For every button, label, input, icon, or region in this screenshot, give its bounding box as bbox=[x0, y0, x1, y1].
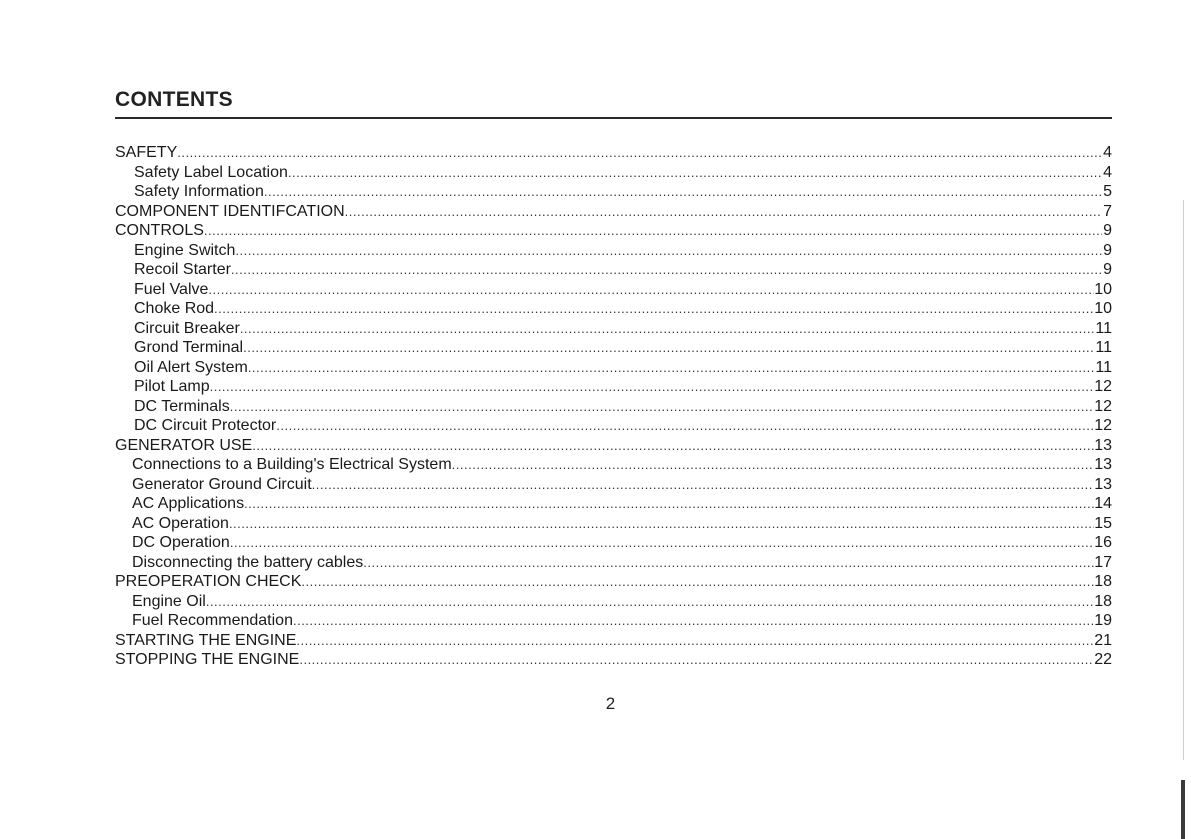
toc-entry[interactable] bbox=[115, 163, 1112, 183]
toc-entry-title: Oil Alert System bbox=[134, 358, 248, 376]
toc-entry[interactable] bbox=[115, 260, 1112, 280]
toc-entry-page: 13 bbox=[1094, 436, 1112, 454]
toc-entry-title: AC Applications bbox=[132, 495, 245, 512]
toc-entry-title: STOPPING THE ENGINE bbox=[115, 651, 300, 668]
toc-entry-title: Fuel Valve bbox=[134, 280, 209, 298]
toc-entry-page: 12 bbox=[1094, 397, 1112, 415]
dot-leader bbox=[214, 299, 1094, 319]
dot-leader bbox=[299, 650, 1094, 670]
toc-entry-page: 13 bbox=[1094, 456, 1112, 473]
toc-entry-page: 22 bbox=[1094, 651, 1112, 668]
toc-entry[interactable] bbox=[115, 397, 1112, 417]
toc-entry[interactable] bbox=[115, 650, 1112, 670]
toc-entry-title: Connections to a Building's Electrical System bbox=[132, 456, 452, 473]
toc-entry-page: 4 bbox=[1103, 163, 1112, 181]
toc-entry-title: GENERATOR USE bbox=[115, 436, 253, 454]
toc-entry[interactable] bbox=[115, 494, 1112, 514]
toc-entry-page: 21 bbox=[1094, 631, 1112, 649]
toc-entry-title: CONTROLS bbox=[115, 222, 204, 239]
toc-entry-page: 9 bbox=[1103, 241, 1112, 259]
dot-leader bbox=[345, 202, 1102, 222]
toc-entry[interactable] bbox=[115, 182, 1112, 202]
toc-entry-title: Fuel Recommendation bbox=[132, 612, 293, 629]
scan-edge-line bbox=[1183, 200, 1184, 760]
toc-entry-page: 19 bbox=[1094, 612, 1112, 629]
dot-leader bbox=[288, 163, 1102, 183]
dot-leader bbox=[276, 416, 1094, 436]
toc-entry-page: 12 bbox=[1094, 417, 1112, 434]
dot-leader bbox=[204, 221, 1102, 241]
dot-leader bbox=[301, 572, 1094, 592]
toc-entry-title: STARTING THE ENGINE bbox=[115, 631, 297, 649]
page-number: 2 bbox=[605, 694, 616, 713]
dot-leader bbox=[252, 436, 1094, 456]
dot-leader bbox=[230, 397, 1094, 417]
toc-entry[interactable] bbox=[115, 143, 1112, 163]
toc-entry-title: AC Operation bbox=[132, 514, 229, 532]
toc-entry-page: 10 bbox=[1094, 300, 1112, 317]
dot-leader bbox=[243, 338, 1095, 358]
toc-entry-page: 7 bbox=[1103, 202, 1112, 220]
toc-entry-page: 9 bbox=[1103, 261, 1112, 278]
toc-entry-page: 10 bbox=[1094, 280, 1112, 298]
toc-entry[interactable] bbox=[115, 611, 1112, 631]
toc-entry-title: SAFETY bbox=[115, 144, 178, 161]
toc-entry-title: COMPONENT IDENTIFCATION bbox=[115, 202, 345, 220]
toc-entry-page: 18 bbox=[1094, 592, 1112, 610]
dot-leader bbox=[235, 241, 1102, 261]
toc-entry[interactable] bbox=[115, 202, 1112, 222]
toc-entry-page: 16 bbox=[1094, 534, 1112, 551]
toc-entry-page: 4 bbox=[1103, 144, 1112, 161]
toc-entry[interactable] bbox=[115, 455, 1112, 475]
toc-entry[interactable] bbox=[115, 358, 1112, 378]
toc-entry-title: Disconnecting the battery cables bbox=[132, 553, 364, 571]
dot-leader bbox=[206, 592, 1094, 612]
toc-entry-page: 11 bbox=[1095, 319, 1112, 337]
toc-entry-title: Safety Information bbox=[134, 183, 264, 200]
toc-entry[interactable] bbox=[115, 221, 1112, 241]
dot-leader bbox=[363, 553, 1094, 573]
toc-entry[interactable] bbox=[115, 533, 1112, 553]
dot-leader bbox=[230, 533, 1094, 553]
toc-entry[interactable] bbox=[115, 475, 1112, 495]
scan-edge-mark bbox=[1181, 780, 1185, 839]
toc-entry[interactable] bbox=[115, 241, 1112, 261]
toc-entry-title: DC Circuit Protector bbox=[134, 417, 277, 434]
toc-entry-page: 18 bbox=[1094, 573, 1112, 590]
toc-entry-page: 12 bbox=[1094, 378, 1112, 395]
dot-leader bbox=[312, 475, 1095, 495]
dot-leader bbox=[208, 280, 1094, 300]
toc-entry-page: 13 bbox=[1094, 475, 1112, 493]
toc-entry[interactable] bbox=[115, 553, 1112, 573]
dot-leader bbox=[293, 611, 1094, 631]
toc-entry[interactable] bbox=[115, 572, 1112, 592]
toc-entry[interactable] bbox=[115, 377, 1112, 397]
toc-entry-title: Grond Terminal bbox=[134, 339, 244, 356]
title-divider bbox=[115, 117, 1112, 119]
dot-leader bbox=[248, 358, 1096, 378]
toc-entry-title: PREOPERATION CHECK bbox=[115, 573, 302, 590]
page-title: CONTENTS bbox=[115, 88, 233, 111]
dot-leader bbox=[229, 514, 1094, 534]
toc-entry[interactable] bbox=[115, 280, 1112, 300]
toc-entry[interactable] bbox=[115, 416, 1112, 436]
dot-leader bbox=[210, 377, 1095, 397]
toc-entry-title: Engine Oil bbox=[132, 592, 206, 610]
toc-entry-title: Circuit Breaker bbox=[134, 319, 240, 337]
toc-entry-title: Choke Rod bbox=[134, 300, 215, 317]
dot-leader bbox=[244, 494, 1094, 514]
toc-entry[interactable] bbox=[115, 592, 1112, 612]
toc-entry[interactable] bbox=[115, 436, 1112, 456]
dot-leader bbox=[240, 319, 1096, 339]
table-of-contents bbox=[115, 143, 1112, 670]
toc-entry-title: Pilot Lamp bbox=[134, 378, 210, 395]
toc-entry-page: 11 bbox=[1095, 339, 1112, 356]
toc-entry[interactable] bbox=[115, 631, 1112, 651]
toc-entry-page: 5 bbox=[1103, 183, 1112, 200]
dot-leader bbox=[264, 182, 1102, 202]
toc-entry[interactable] bbox=[115, 338, 1112, 358]
toc-entry-title: Generator Ground Circuit bbox=[132, 475, 312, 493]
toc-entry-page: 9 bbox=[1103, 222, 1112, 239]
toc-entry[interactable] bbox=[115, 514, 1112, 534]
toc-entry-title: Recoil Starter bbox=[134, 261, 231, 278]
toc-entry[interactable] bbox=[115, 319, 1112, 339]
toc-entry-title: DC Operation bbox=[132, 534, 230, 551]
toc-entry-title: DC Terminals bbox=[134, 397, 230, 415]
toc-entry-page: 17 bbox=[1094, 553, 1112, 571]
toc-entry-title: Safety Label Location bbox=[134, 163, 288, 181]
dot-leader bbox=[452, 455, 1095, 475]
dot-leader bbox=[296, 631, 1094, 651]
dot-leader bbox=[177, 143, 1102, 163]
toc-entry-page: 15 bbox=[1094, 514, 1112, 532]
toc-entry-page: 14 bbox=[1094, 495, 1112, 512]
toc-entry-title: Engine Switch bbox=[134, 241, 236, 259]
toc-entry-page: 11 bbox=[1095, 358, 1112, 376]
toc-entry[interactable] bbox=[115, 299, 1112, 319]
dot-leader bbox=[231, 260, 1102, 280]
